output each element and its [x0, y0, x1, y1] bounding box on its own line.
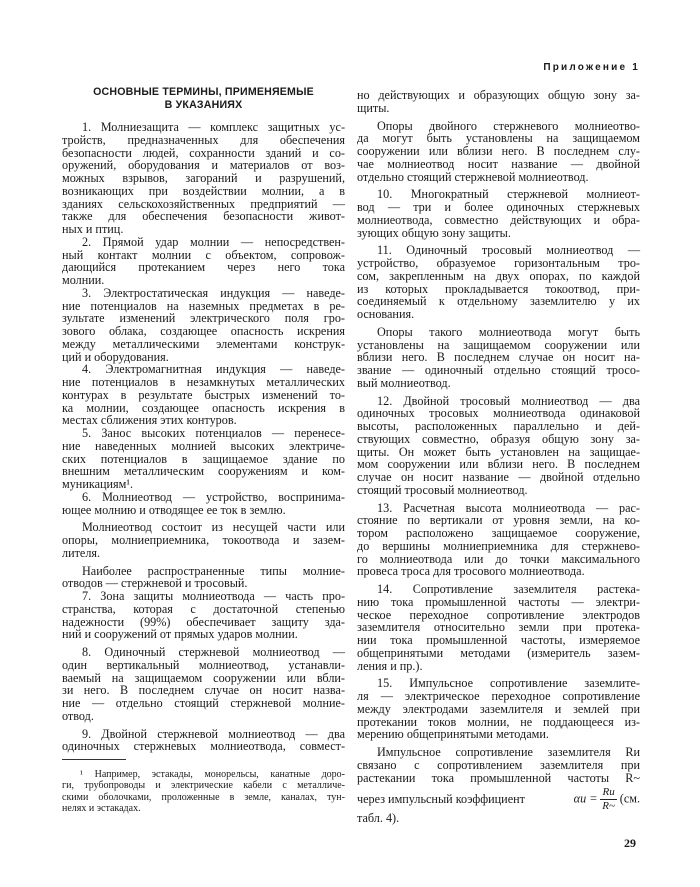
- text-line: ческое переходное сопротивление электродов: [357, 607, 640, 622]
- text-line: стоящий тросовый молниеотвод.: [357, 482, 528, 497]
- formula-fraction: [600, 787, 616, 812]
- paragraph: [62, 728, 345, 754]
- text-line: опоры, молниеприемника, токоотвода и зазем-: [62, 533, 345, 547]
- paragraph: [62, 287, 345, 364]
- text-line: 12. Двойной тросовый молниеотвод — два: [377, 393, 640, 408]
- text-line: отвод.: [62, 708, 94, 723]
- text-line: случае он носит название — двойной отдельно: [357, 470, 640, 484]
- text-line: вод — три и более одиночных стержневых: [357, 200, 640, 214]
- paragraph: [357, 502, 640, 579]
- text-line: сооружении или вблизи него. В последнем слу-: [357, 144, 640, 158]
- text-line: ный контакт молнии с объектом, сопровож-: [62, 247, 345, 262]
- paragraph: [357, 395, 640, 497]
- text-line: 9. Двойной стержневой молниеотвод — два: [82, 726, 345, 741]
- paragraph: [357, 746, 640, 784]
- text-line: вый молниеотвод.: [357, 375, 451, 390]
- paragraph: [62, 363, 345, 427]
- text-line: щиты.: [357, 100, 390, 115]
- text-line: протекании токов молнии, не поддающееся из-: [357, 714, 640, 729]
- text-line: связано с сопротивлением заземлителя при: [357, 757, 640, 772]
- text-line: Наиболее распространенные типы молние-: [82, 563, 345, 578]
- text-line: 5. Занос высоких потенциалов — перенесе-: [82, 426, 345, 440]
- paragraph: [357, 188, 640, 239]
- text-line: вблизи него. В последнем случае он носит на-: [357, 350, 640, 365]
- text-line: 10. Многократный стержневой молниеот-: [377, 187, 640, 202]
- paragraph: [357, 677, 640, 741]
- text-line: лителя.: [62, 545, 101, 560]
- text-line: 8. Одиночный стержневой молниеотвод —: [82, 645, 345, 659]
- paragraph: [62, 121, 345, 236]
- text-line: звание — одиночный отдельно стоящий тросо-: [357, 363, 640, 377]
- text-line: местах сближения этих контуров.: [62, 413, 237, 428]
- text-line: 11. Одиночный тросовый молниеотвод —: [377, 243, 640, 258]
- text-line: ваемый на защищаемом сооружении или вбли-: [62, 670, 345, 685]
- paragraph: [357, 120, 640, 184]
- text-line: отдельно стоящий стержневой молниеотвод.: [357, 169, 589, 184]
- paragraph: [62, 646, 345, 723]
- text-line: дающийся протеканием через него тока: [62, 260, 345, 275]
- text-line: 1. Молниезащита — комплекс защитных ус-: [82, 120, 345, 134]
- text-line: скими оболочками, проложенные в земле, каналах, тун-: [62, 791, 345, 803]
- formula-prefix: через импульсный коэффициент: [357, 791, 525, 806]
- text-line: ных и птиц.: [62, 222, 124, 236]
- text-line: го молниеотвода или до точки максимального: [357, 551, 640, 566]
- paragraph: [357, 89, 640, 115]
- text-line: 4. Электромагнитная индукция — наведе-: [82, 362, 345, 377]
- text-line: Молниеотвод состоит из несущей части или: [82, 520, 345, 535]
- text-line: общепринятыми методами (измеритель зазем-: [357, 645, 640, 660]
- text-line: 2. Прямой удар молнии — непосредствен-: [82, 234, 345, 249]
- text-line: да могут быть установлены на защищаемом: [357, 131, 640, 146]
- text-line: один вертикальный молниеотвод, устанавли-: [62, 657, 345, 672]
- text-line: ля — электрическое переходное сопротивление: [357, 689, 640, 703]
- text-line: ских потенциалов в защищаемое здание по: [62, 451, 345, 466]
- text-line: между электродами заземлителя и землей при: [357, 701, 640, 716]
- text-line: заземлителя относительно земли при протека-: [357, 620, 640, 635]
- paragraph: [357, 583, 640, 672]
- text-line: молнии.: [62, 273, 105, 287]
- text-line: ние потенциалов на наземных предметах в ре-: [62, 298, 345, 313]
- page-number: 29: [624, 836, 636, 850]
- paragraph: [357, 244, 640, 321]
- text-line: одиночных стержневых молниеотвода, совмест-: [62, 739, 345, 754]
- paragraph: [62, 491, 345, 517]
- formula-numerator: Rи: [602, 785, 615, 798]
- text-line: нелях и эстакадах.: [62, 803, 141, 815]
- text-line: надежности (99%) обеспечивает защиту зда-: [62, 614, 345, 629]
- text-line: но действующих и образующих общую зону за-: [357, 88, 640, 102]
- paragraph: [357, 326, 640, 390]
- text-line: Опоры двойного стержневого молниеотво-: [377, 118, 640, 133]
- paragraph: [62, 521, 345, 559]
- text-line: высоты, расположенных параллельно и дей-: [357, 419, 640, 433]
- text-line: соединяемый к отдельному заземлителю у их: [357, 294, 640, 309]
- text-line: 14. Сопротивление заземлителя растека-: [377, 582, 640, 596]
- text-line: стояние по вертикали от уровня земли, на ко-: [357, 513, 640, 528]
- text-line: ние наведенных молнией высоких электриче-: [62, 438, 345, 453]
- left-column: [62, 121, 345, 753]
- paragraph: [62, 769, 345, 815]
- text-line: отводов — стержневой и тросовый.: [62, 576, 248, 591]
- text-line: мом сооружении или вблизи него. В последнем: [357, 457, 640, 472]
- text-line: зультате изменений электрического поля гро-: [62, 311, 345, 326]
- text-line: 7. Зона защиты молниеотвода — часть про-: [82, 589, 345, 603]
- text-line: ций и оборудования.: [62, 349, 169, 364]
- right-paragraphs: [357, 89, 640, 784]
- section-heading: [62, 86, 345, 112]
- right-column: [357, 89, 640, 825]
- paragraph: [62, 565, 345, 591]
- footnote: [62, 769, 345, 815]
- text-line: провеса троса для тросового молниеотвода.: [357, 564, 585, 579]
- text-line: тройств, предназначенных для обеспечения: [62, 132, 345, 147]
- text-line: Опоры такого молниеотвода могут быть: [377, 324, 640, 339]
- text-line: ствующих совместно, образуя общую зону за-: [357, 431, 640, 446]
- text-line: ¹ Например, эстакады, монорельсы, канатные доро-: [80, 769, 345, 780]
- text-line: оружений, оборудования и материалов от воз-: [62, 158, 345, 173]
- text-line: ка молнии, создающее опасность искрения в: [62, 400, 345, 415]
- text-line: тором расположено защищаемое сооружение,: [357, 526, 640, 540]
- text-line: мерению общепринятыми методами.: [357, 727, 549, 742]
- heading-line: В УКАЗАНИЯХ: [164, 99, 243, 111]
- text-line: чае молниеотвод носит название — двойной: [357, 156, 640, 171]
- text-line: зи него. В последнем случае он носит назва-: [62, 683, 345, 698]
- text-line: устройство, образуемое горизонтальным тро-: [357, 256, 640, 270]
- text-line: зового облака, создающее опасность искрения: [62, 324, 345, 338]
- formula-line: [357, 786, 640, 812]
- text-line: зданиях сельскохозяйственных предприятий —: [62, 196, 345, 211]
- text-line: 3. Электростатическая индукция — наведе-: [82, 285, 345, 300]
- text-line: одиночных тросовых молниеотвода одинаковой: [357, 406, 640, 421]
- text-line: основания.: [357, 307, 415, 321]
- text-line: возникающих при воздействии молнии, а в: [62, 183, 345, 198]
- text-line: из которых прокладывается токоотвод, при-: [357, 281, 640, 296]
- formula-suffix: (см.: [619, 791, 640, 806]
- text-line: растекании тока промышленной частоты R~: [357, 770, 640, 785]
- text-line: зующих общую зону защиты.: [357, 225, 511, 240]
- text-line: 13. Расчетная высота молниеотвода — рас-: [377, 500, 640, 515]
- text-line: внешним металлическим сооружениям и ком-: [62, 464, 345, 479]
- text-line: ления и пр.).: [357, 658, 423, 673]
- text-line: 15. Импульсное сопротивление заземлите-: [377, 676, 640, 691]
- text-line: ний и сооружений от прямых ударов молнии.: [62, 627, 298, 642]
- text-line: странства, которая с достаточной степенью: [62, 601, 345, 616]
- text-line: также для обеспечения безопасности живот-: [62, 209, 345, 224]
- text-line: щиты. Он может быть установлен на защищае-: [357, 444, 640, 459]
- text-line: ги, трубопроводы и электрические кабели с металличе-: [62, 780, 345, 792]
- text-line: безопасности людей, сохранности зданий и со-: [62, 145, 345, 160]
- formula: [574, 787, 640, 812]
- paragraph: [62, 236, 345, 287]
- text-line: 6. Молниеотвод — устройство, воспринима-: [82, 489, 345, 504]
- text-line: нии тока промышленной частоты, измеряемое: [357, 633, 640, 647]
- paragraph: [62, 427, 345, 491]
- footnote-divider: [62, 759, 126, 760]
- paragraph: [62, 590, 345, 641]
- heading-line: ОСНОВНЫЕ ТЕРМИНЫ, ПРИМЕНЯЕМЫЕ: [93, 86, 314, 98]
- text-line: нию тока промышленной частоты — электри-: [357, 594, 640, 609]
- text-line: ние — отдельно стоящий стержневой молние-: [62, 696, 345, 710]
- formula-alpha: αи =: [573, 791, 598, 806]
- text-line: установлены на защищаемом сооружении или: [357, 337, 640, 352]
- text-line: до вершины молниеприемника для стержнево-: [357, 538, 640, 553]
- text-line: контурах в результате быстрых изменений то-: [62, 387, 345, 402]
- text-line: сом, закрепленным на двух опорах, по каждой: [357, 268, 640, 283]
- formula-tail: табл. 4).: [357, 811, 400, 826]
- text-line: между металлическими элементами конструк-: [62, 336, 345, 351]
- text-line: можных взрывов, загораний и разрушений,: [62, 171, 345, 185]
- text-line: ющее молнию и отводящее ее ток в землю.: [62, 502, 286, 517]
- appendix-label: Приложение 1: [543, 62, 640, 73]
- formula-denominator: R~: [602, 799, 615, 812]
- text-line: Импульсное сопротивление заземлителя Rи: [377, 745, 640, 759]
- text-line: ние потенциалов в незамкнутых металлических: [62, 375, 345, 389]
- text-line: молниеотвода, совместно действующих и обра-: [357, 212, 640, 227]
- text-line: муникациям¹.: [62, 477, 134, 491]
